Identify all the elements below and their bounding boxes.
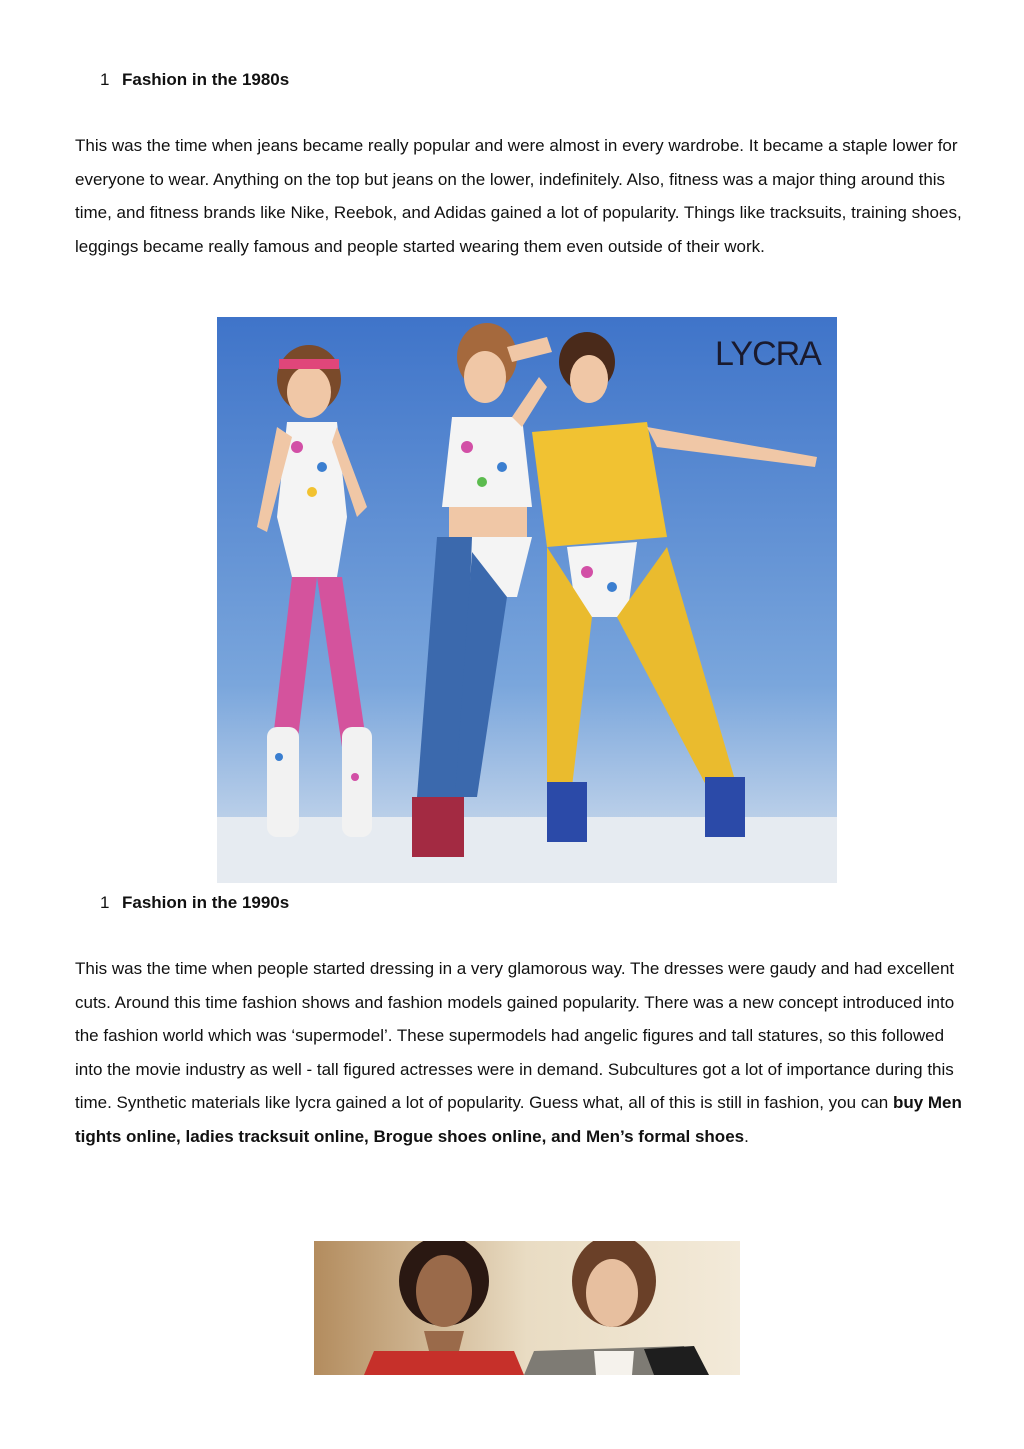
section-paragraph-1990s	[75, 952, 975, 1154]
section-title: Fashion in the 1990s	[122, 893, 290, 912]
section-paragraph-1980s: This was the time when jeans became really popular and were almost in every wardrobe. It became a staple lower for everyone to wear. Anything on the top but jeans on the lower, indefinitely. Also, fitness was a major thing around this time, and fitness brands like Nike, Reebok, and Adidas gained a lot of popularity. Things like tracksuits, training shoes, leggings became really famous and people started wearing them even outside of their work.	[75, 136, 962, 256]
photo-1990s-fashion	[314, 1241, 740, 1375]
section-title: Fashion in the 1980s	[122, 70, 290, 89]
section-heading-1980s	[100, 69, 289, 91]
paragraph-text: This was the time when people started dressing in a very glamorous way. The dresses were gaudy and had excellent cuts. Around this time fashion shows and fashion models gained popularity. There was a new concept introduced into the fashion world which was ‘supermodel’. These supermodels had angelic figures and tall statures, so this followed into the movie industry as well - tall figured actresses were in demand. Subcultures got a lot of importance during this time. Synthetic materials like lycra gained a lot of popularity. Guess what, all of this is still in fashion, you can	[75, 959, 955, 1113]
lycra-logo: LYCRA	[715, 335, 821, 373]
product-links-text: buy Men tights online, ladies tracksuit online, Brogue shoes online, and Men’s formal shoes	[75, 1093, 962, 1146]
paragraph-end: .	[744, 1126, 749, 1146]
list-number: 1	[100, 70, 110, 89]
section-heading-1990s	[100, 892, 289, 914]
photo-1980s-fashion	[217, 317, 837, 883]
list-number: 1	[100, 893, 110, 912]
